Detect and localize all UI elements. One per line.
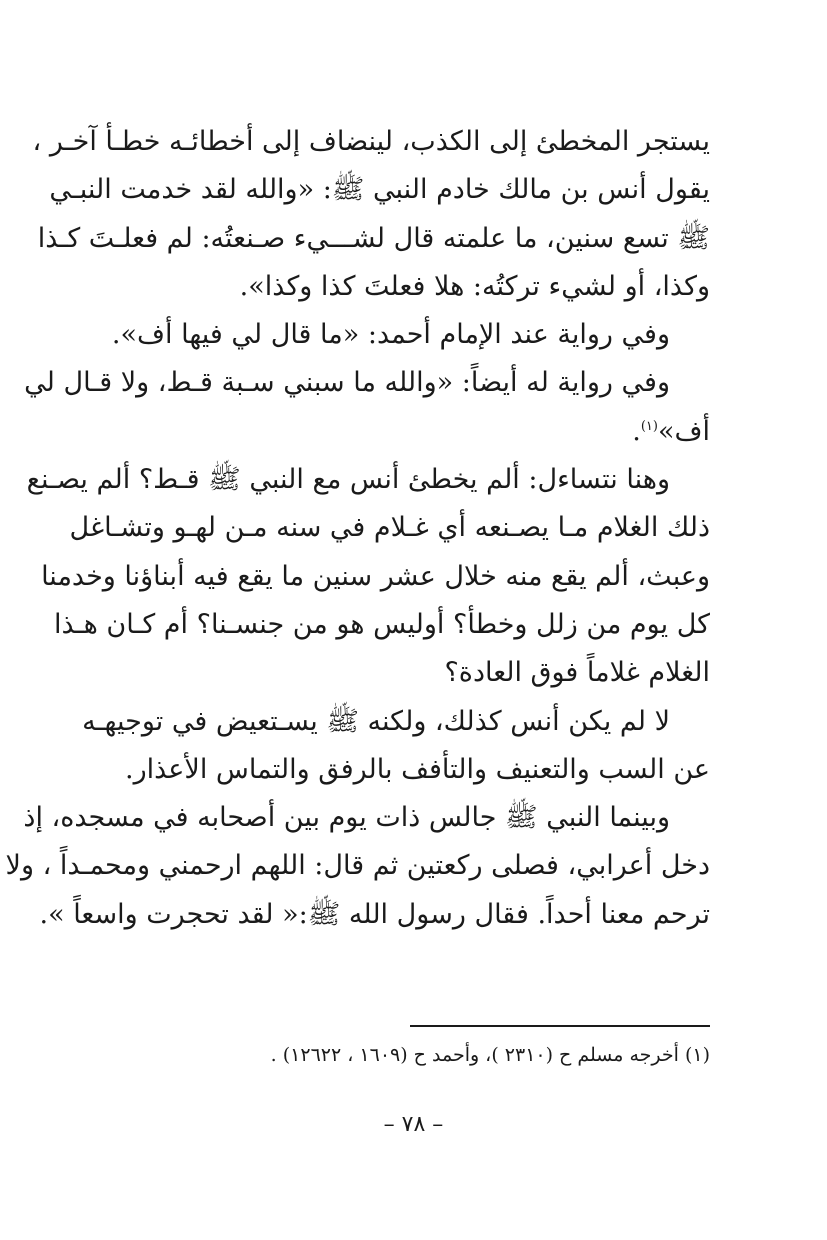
text-line: وعبث، ألم يقع منه خلال عشر سنين ما يقع فيه أبناؤنا وخدمنا: [41, 560, 710, 592]
text-line: يقول أنس بن مالك خادم النبي ﷺ: «والله لقد خدمت النبـي: [49, 174, 710, 206]
text-line: كل يوم من زلل وخطأ؟ أوليس هو من جنسـنا؟ أم كـان هـذا: [54, 608, 710, 640]
text-line: وكذا، أو لشيء تركتُه: هلا فعلتَ كذا وكذا».: [239, 270, 710, 302]
page-number: – ٧٨ –: [383, 1112, 444, 1137]
paragraph-1: [32, 118, 710, 311]
text-line: لا لم يكن أنس كذلك، ولكنه ﷺ يسـتعيض في توجيهـه: [82, 705, 670, 737]
paragraph-4: [26, 456, 710, 697]
text-line: ترحم معنا أحداً. فقال رسول الله ﷺ:« لقد تحجرت واسعاً ».: [39, 898, 710, 930]
text-line: ﷺ تسع سنين، ما علمته قال لشـــيء صـنعتُه: لم فعلـتَ كـذا: [37, 222, 710, 254]
paragraph-6: [5, 794, 710, 939]
text-line: وهنا نتساءل: ألم يخطئ أنس مع النبي ﷺ قـط؟ ألم يصـنع: [26, 464, 670, 496]
text-line: ذلك الغلام مـا يصـنعه أي غـلام في سنه مـن لهـو وتشـاغل: [69, 512, 710, 544]
footnote-reference[interactable]: (١): [640, 418, 658, 434]
text-segment: أف»: [657, 415, 710, 447]
text-line: عن السب والتعنيف والتأفف بالرفق والتماس الأعذار.: [125, 753, 710, 785]
text-line: الغلام غلاماً فوق العادة؟: [444, 657, 710, 689]
page-body: [5, 118, 710, 939]
text-line-with-footnote: [110, 408, 710, 456]
paragraph-3: [24, 359, 710, 456]
text-segment: .: [632, 415, 641, 447]
footnote-text: (١) أخرجه مسلم ح (٢٣١٠ )، وأحمد ح (١٦٠٩ ، ١٢٦٢٢) .: [270, 1044, 710, 1066]
text-line: وفي رواية عند الإمام أحمد: «ما قال لي فيها أف».: [111, 319, 670, 351]
paragraph-2: [110, 311, 710, 359]
text-line: وفي رواية له أيضاً: «والله ما سبني سـبة قـط، ولا قـال لي: [24, 367, 670, 399]
paragraph-5: [82, 698, 710, 795]
text-line: وبينما النبي ﷺ جالس ذات يوم بين أصحابه في مسجده، إذ: [23, 802, 670, 834]
text-line: يستجر المخطئ إلى الكذب، لينضاف إلى أخطائـه خطـأ آخـر ،: [32, 126, 710, 157]
footnote-divider: [410, 1025, 710, 1027]
text-line: دخل أعرابي، فصلى ركعتين ثم قال: اللهم ارحمني ومحمـداً ، ولا: [5, 850, 710, 882]
